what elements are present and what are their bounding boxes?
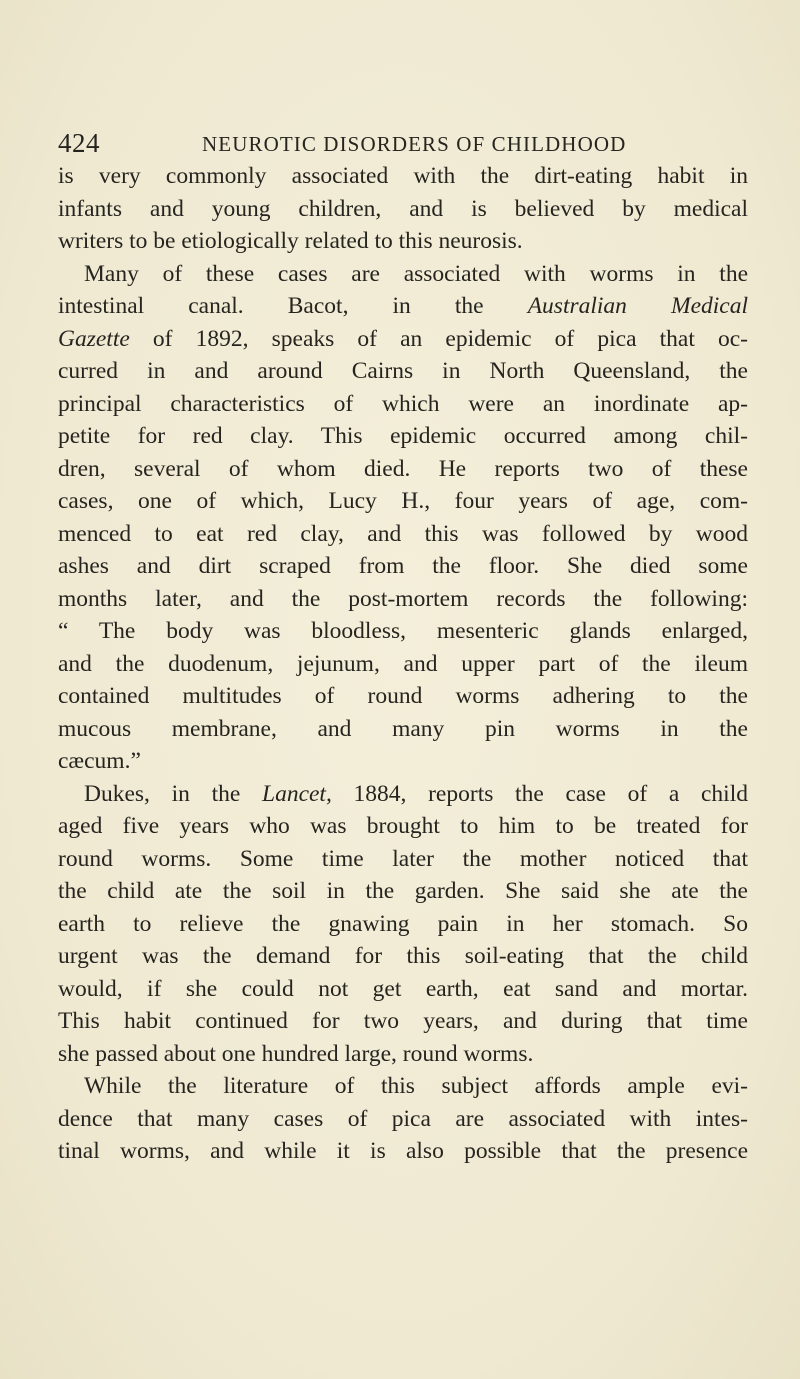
text-line: While the literature of this subject affords ample evi- <box>84 1073 748 1099</box>
text-line: urgent was the demand for this soil-eating that the child <box>58 943 748 969</box>
text-line: contained multitudes of round worms adhering to the <box>58 683 748 709</box>
text-line: and the duodenum, jejunum, and upper part of the ileum <box>58 650 748 677</box>
text-line: cæcum.” <box>58 748 141 774</box>
text-line: petite for red clay. This epidemic occurred among chil- <box>58 423 748 449</box>
text-line <box>58 290 748 323</box>
text-line: she passed about one hundred large, round worms. <box>58 1040 534 1067</box>
text-line: months later, and the post-mortem records the following: <box>58 585 748 612</box>
text-line: “ The body was bloodless, mesenteric glands enlarged, <box>58 618 748 644</box>
text-line: round worms. Some time later the mother noticed that <box>58 845 748 872</box>
text-line: is very commonly associated with the dirt-eating habit in <box>58 163 748 189</box>
text-run: of 1892, speaks of an epidemic of pica that oc- <box>129 325 748 352</box>
italic-title: Gazette <box>58 325 130 352</box>
text-line: aged five years who was brought to him to be treated for <box>58 813 748 839</box>
text-line: cases, one of which, Lucy H., four years of age, com- <box>58 488 748 514</box>
text-line: tinal worms, and while it is also possible that the presence <box>58 1138 748 1164</box>
text-line: writers to be etiologically related to this neurosis. <box>58 228 523 254</box>
text-run: 1884, reports the case of a child <box>331 780 748 807</box>
text-line: principal characteristics of which were an inordinate ap- <box>58 390 748 417</box>
text-line: curred in and around Cairns in North Queensland, the <box>58 358 748 384</box>
page-header <box>58 128 738 164</box>
page-number: 424 <box>58 128 100 158</box>
text-run: intestinal canal. Bacot, in the <box>58 293 528 319</box>
text-line: infants and young children, and is believed by medical <box>58 195 748 222</box>
text-line: dren, several of whom died. He reports two of these <box>58 455 748 482</box>
text-run: Dukes, in the <box>84 780 262 807</box>
body-text <box>58 160 748 1168</box>
text-line <box>58 323 748 356</box>
text-line: mucous membrane, and many pin worms in the <box>58 715 748 742</box>
running-head: NEUROTIC DISORDERS OF CHILDHOOD <box>202 132 627 156</box>
text-line: ashes and dirt scraped from the floor. She died some <box>58 553 748 579</box>
text-line: the child ate the soil in the garden. She said she ate the <box>58 878 748 904</box>
text-line: would, if she could not get earth, eat sand and mortar. <box>58 975 748 1002</box>
italic-title: Lancet, <box>262 780 332 807</box>
text-line <box>58 778 748 811</box>
italic-title: Australian Medical <box>527 293 748 319</box>
text-line: Many of these cases are associated with worms in the <box>84 260 748 287</box>
text-line: dence that many cases of pica are associated with intes- <box>58 1105 748 1132</box>
text-line: earth to relieve the gnawing pain in her stomach. So <box>58 910 748 937</box>
text-line: This habit continued for two years, and during that time <box>58 1008 748 1034</box>
text-line: menced to eat red clay, and this was followed by wood <box>58 520 748 547</box>
